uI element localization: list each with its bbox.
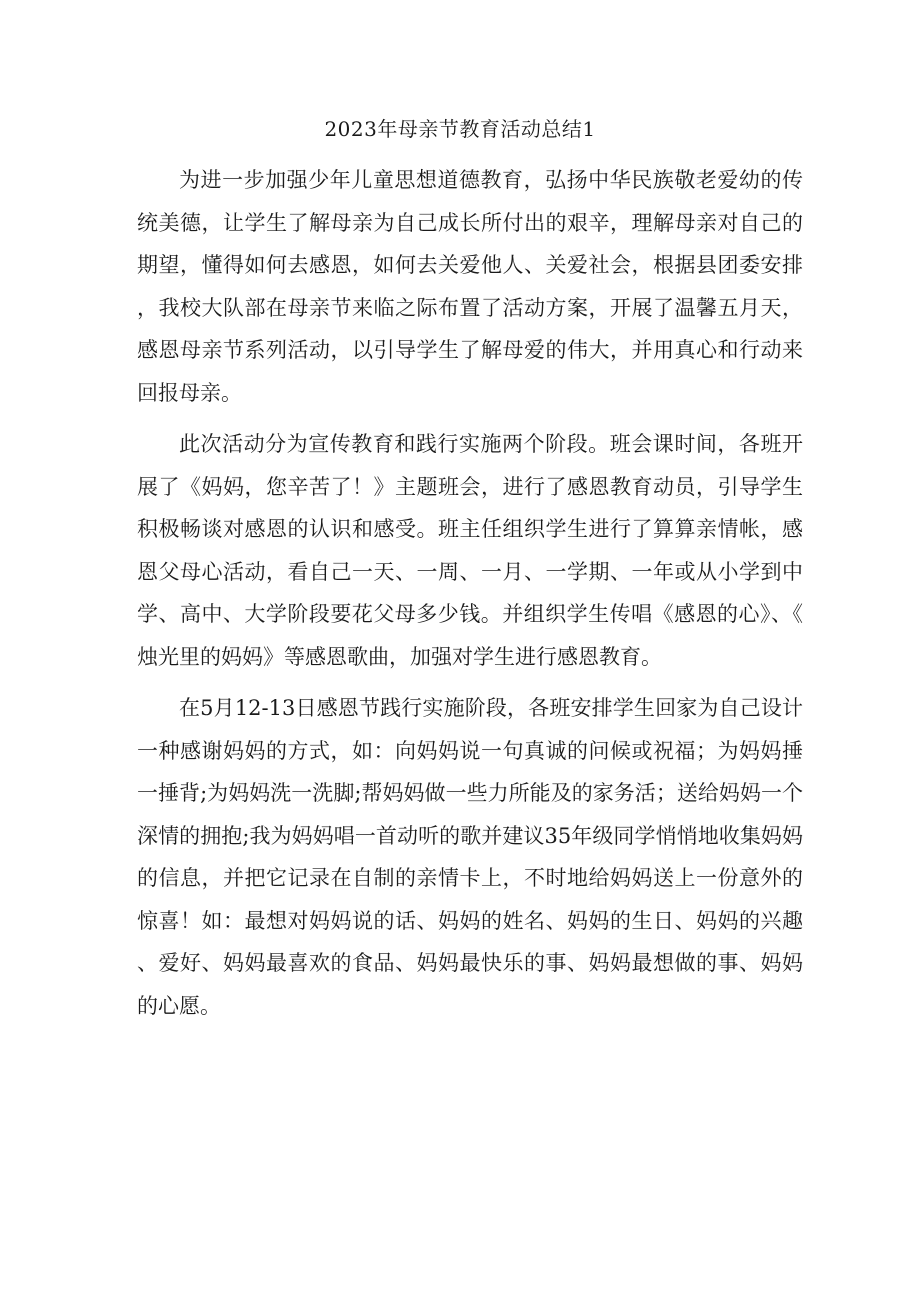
paragraph-publicity-stage: 此次活动分为宣传教育和践行实施两个阶段。班会课时间，各班开展了《妈妈，您辛苦了！》主题班会，进行了感恩教育动员，引导学生积极畅谈对感恩的认识和感受。班主任组织学生进行了算算亲情帐，感恩父母心活动，看自己一天、一周、一月、一学期、一年或从小学到中学、高中、大学阶段要花父母多少钱。并组织学生传唱《感恩的心》、《烛光里的妈妈》等感恩歌曲，加强对学生进行感恩教育。 xyxy=(137,432,803,669)
document-body xyxy=(137,159,803,1036)
document-title: 2023年母亲节教育活动总结1 xyxy=(324,117,596,141)
paragraph-intro: 为进一步加强少年儿童思想道德教育，弘扬中华民族敬老爱幼的传统美德，让学生了解母亲为自己成长所付出的艰辛，理解母亲对自己的期望，懂得如何去感恩，如何去关爱他人、关爱社会，根据县团委安排，我校大队部在母亲节来临之际布置了活动方案，开展了温馨五月天，感恩母亲节系列活动，以引导学生了解母爱的伟大，并用真心和行动来回报母亲。 xyxy=(137,168,803,405)
paragraph-practice-stage: 在5月12-13日感恩节践行实施阶段，各班安排学生回家为自己设计一种感谢妈妈的方式，如：向妈妈说一句真诚的问候或祝福；为妈妈捶一捶背;为妈妈洗一洗脚;帮妈妈做一些力所能及的家务活；送给妈妈一个深情的拥抱;我为妈妈唱一首动听的歌并建议35年级同学悄悄地收集妈妈的信息，并把它记录在自制的亲情卡上，不时地给妈妈送上一份意外的惊喜！如：最想对妈妈说的话、妈妈的姓名、妈妈的生日、妈妈的兴趣、爱好、妈妈最喜欢的食品、妈妈最快乐的事、妈妈最想做的事、妈妈的心愿。 xyxy=(137,696,803,1018)
